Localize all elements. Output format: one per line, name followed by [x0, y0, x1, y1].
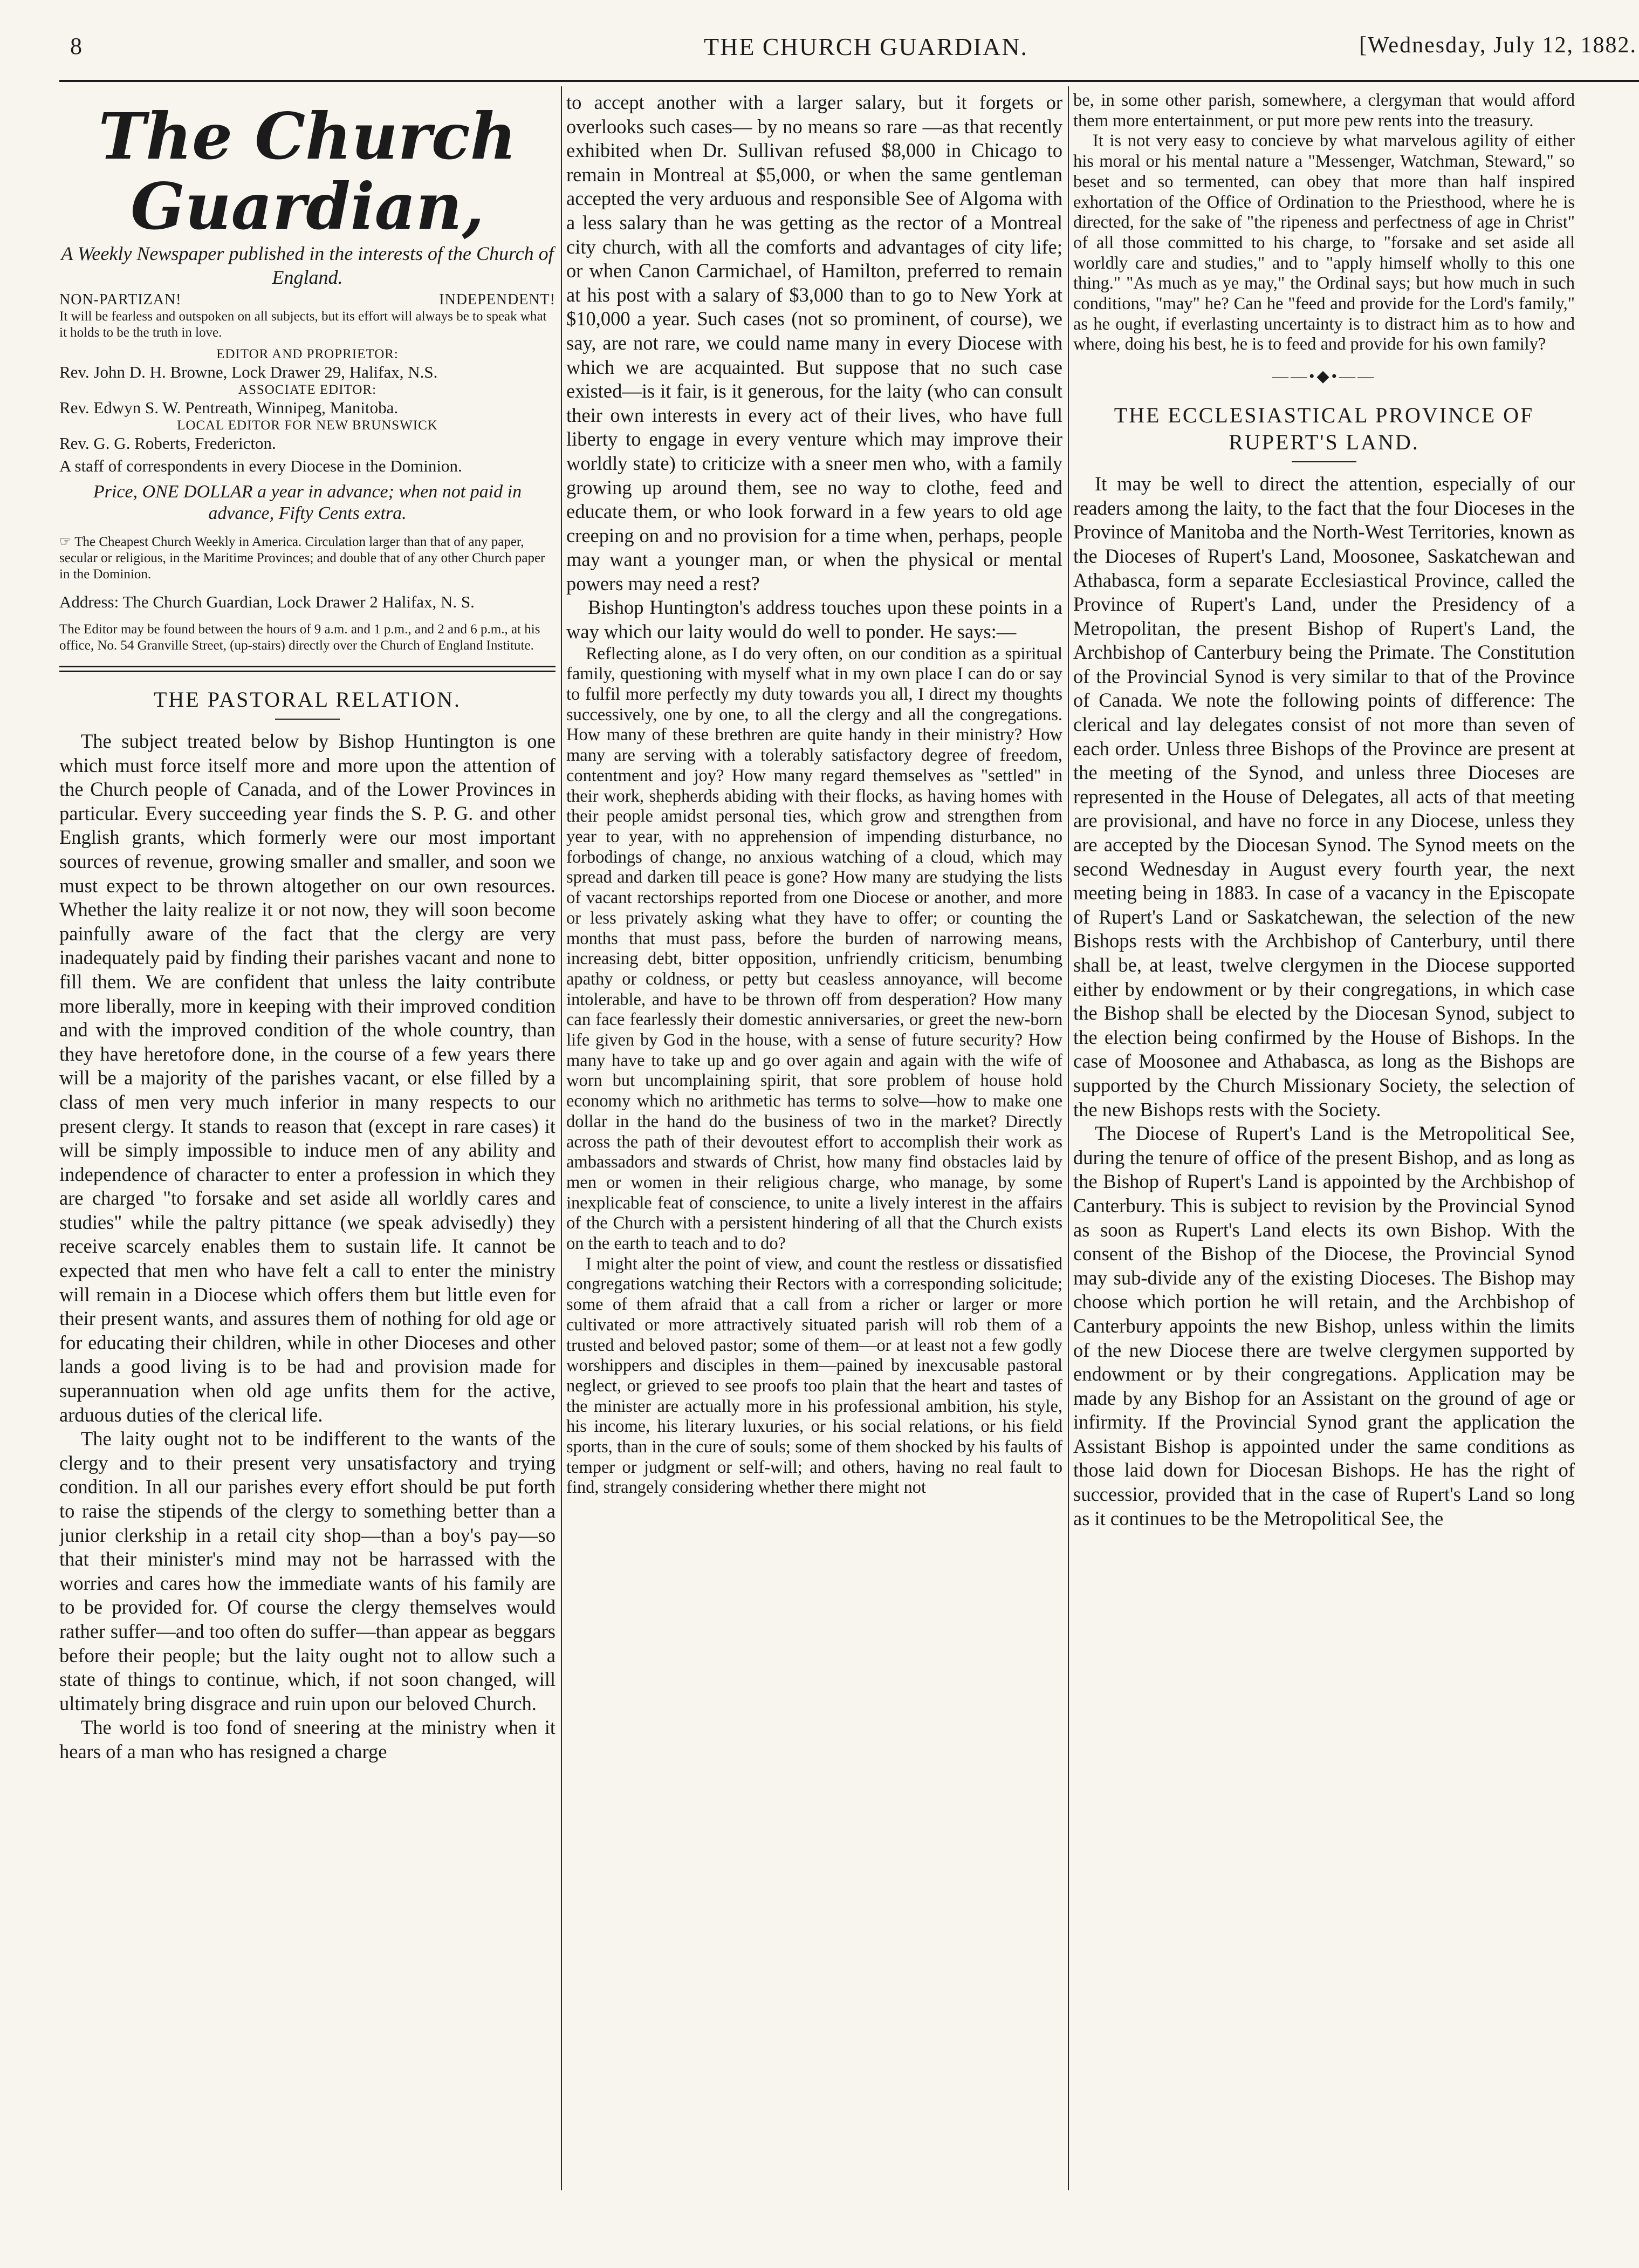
- quote-paragraph: Reflecting alone, as I do very often, on our condition as a spiritual family, questioning with myself what in my own place I can do or say to fulfil more perfectly my duty towards you all, I direct my thoughts successively, one by one, to all the clergy and all the congregations. How many of these brethren are quite handy in their ministry? How many are serving with a tolerably satisfactory degree of freedom, contentment and joy? How many regard themselves as "settled" in their work, shepherds abiding with their flocks, as having homes with their people amidst personal ties, which grow and strengthen from year to year, with no apprehension of impending disturbance, no forbodings of change, no anxious watching of a cloud, which may spread and darken till peace is gone? How many are studying the lists of vacant rectorships reported from one Diocese or another, and more or less privately asking what they have to offer; or counting the months that must pass, before the burden of narrowing means, increasing debt, bitter opposition, unfriendly criticism, benumbing apathy or coldness, or petty but ceasless annoyance, will become intolerable, and have to be thrown off from desperation? How many can face fearlessly their domestic anniversaries, or greet the new-born life given by God in the house, with a sense of future security? How many have to take up and go over again and again with the wife of worn but uncomplaining spirit, that sore problem of house hold economy which no arithmetic has terms to solve—how to make one dollar in the hand do the business of two in the market? Directly across the path of their devoutest effort to accomplish their work as ambassadors and stwards of Christ, how many find obstacles laid by men or women in their religious charge, who manage, by some inexplicable feat of conscience, to unite a lively interest in the affairs of the Church with a persistent hindering of all that the Church exists on the earth to teach and to do?: [566, 644, 1062, 1254]
- address-notice: Address: The Church Guardian, Lock Drawer 2 Halifax, N. S.: [59, 592, 475, 611]
- article-title-pastoral: THE PASTORAL RELATION.: [153, 687, 462, 712]
- paragraph: The subject treated below by Bishop Huntington is one which must force itself more and more upon the attention of the Church people of Canada, and of the Lower Provinces in particular. Every succeeding year finds the S. P. G. and other English grants, which formerly were our most important sources of revenue, growing smaller and smaller, and soon we must expect to be thrown altogether on our own resources. Whether the laity realize it or not now, they will soon become painfully aware of the fact that the clergy are very inadequately paid by finding their parishes vacant and none to fill them. We are confident that unless the laity contribute more liberally, more in keeping with their improved condition and with the improved condition of the whole country, than they have heretofore done, in the course of a few years there will be a majority of the parishes vacant, or else filled by a class of men very much inferior in many respects to our present clergy. It stands to reason that (except in rare cases) it will be simply impossible to induce men of any ability and independence of character to enter a profession in which they are charged "to forsake and set aside all worldly cares and studies" while the paltry pittance (we speak advisedly) they receive scarcely enables them to sustain life. It cannot be expected that men who have felt a call to enter the ministry will remain in a Diocese which offers them but little even for their present wants, and assures them of nothing for old age or for educating their children, while in other Dioceses and other lands a good living is to be had and provision made for superannuation when old age unfits them for the active, arduous duties of the clerical life.: [59, 730, 556, 1426]
- staff-notice: A staff of correspondents in every Diocese in the Dominion.: [59, 456, 462, 475]
- paragraph: It may be well to direct the attention, especially of our readers among the laity, to the fact that the four Dioceses in the Province of Manitoba and the North-West Territories, known as the Dioceses of Rupert's Land, Moosonee, Saskatchewan and Athabasca, form a separate Ecclesiastical Province, called the Province of Rupert's Land, under the Presidency of a Metropolitan, the present Bishop of Rupert's Land, the Archbishop of Canterbury being the Primate. The Constitution of the Provincial Synod is very similar to that of the Province of Canada. We note the following points of difference: The clerical and lay delegates consist of not more than seven of each order. Unless three Bishops of the Province are present at the meeting of the Synod, and unless three Dioceses are represented in the House of Delegates, all acts of that meeting are provisional, and have no force in any Diocese, unless they are accepted by the Diocesan Synod. The Synod meets on the second Wednesday in August every fourth year, the next meeting being in 1883. In case of a vacancy in the Episcopate of Rupert's Land or Saskatchewan, the selection of the new Bishops rests with the Archbishop of Canterbury, until there shall be, at least, twelve clergymen in the Diocese supported either by endowment or by their congregations, in which case the Bishop shall be elected by the Diocesan Synod, subject to the election being confirmed by the House of Bishops. In the case of Moosonee and Athabasca, as long as the Bishops are supported by the Church Missionary Society, the selection of the new Bishops rests with the Society.: [1073, 473, 1575, 1121]
- masthead-title: The Church Guardian,: [98, 99, 517, 244]
- paragraph: Bishop Huntington's address touches upon these points in a way which our laity would do well to ponder. He says:—: [566, 596, 1062, 643]
- header-rule: [59, 80, 1639, 82]
- masthead-tagline: A Weekly Newspaper published in the interests of the Church of England.: [61, 243, 554, 288]
- article-title-rupert-line2: RUPERT'S LAND.: [1229, 430, 1419, 455]
- bishop-quote-continued: [1073, 91, 1575, 355]
- page-number: 8: [70, 33, 83, 59]
- paragraph: to accept another with a larger salary, but it forgets or overlooks such cases— by no means so rare —as that recently exhibited when Dr. Sullivan refused $8,000 in Chicago to remain in Montreal at $5,000, or when the same gentleman accepted the very arduous and responsible See of Algoma with a less salary than he was getting as the rector of a Montreal city church, with all the comforts and advantages of city life; or when Canon Carmichael, of Hamilton, preferred to remain at his post with a salary of $3,000 than to go to New York at $10,000 a year. Such cases (not so prominent, of course), we say, are not rare, we could name many in every Diocese with which we are acquainted. But suppose that no such case existed—is it fair, is it generous, for the laity (who can consult their own interests in every act of their lives, who have full liberty to engage in every venture which may improve their worldly state) to criticize with a sneer men who, with a family growing up around them, see no way to clothe, feed and educate them, or who look forward in a few years to old age creeping on and no provision for a time when, perhaps, people may want a younger man, or when the physical or mental powers may need a rest?: [566, 91, 1062, 595]
- masthead-motto: It will be fearless and outspoken on all subjects, but its effort will always be to speak what it holds to be the truth in love.: [59, 309, 547, 340]
- running-head: [59, 22, 1639, 73]
- article-body-rupert: [1073, 472, 1575, 1531]
- masthead-stance: [59, 291, 556, 309]
- article-title-rupert-line1: THE ECCLESIASTICAL PROVINCE OF: [1114, 403, 1534, 428]
- masthead-rule: [59, 666, 556, 672]
- circulation-notice: ☞ The Cheapest Church Weekly in America. Circulation larger than that of any paper, secular or religious, in the Maritime Provinces; and double that of any other Church paper in the Dominion.: [59, 535, 545, 582]
- price-notice: Price, ONE DOLLAR a year in advance; when not paid in advance, Fifty Cents extra.: [93, 482, 522, 523]
- column-1: [59, 91, 556, 2184]
- column-3: [1073, 91, 1575, 2184]
- article-body-col2: [566, 91, 1062, 644]
- column-rule-2: [1068, 86, 1069, 2190]
- nonpartizan-label: NON-PARTIZAN!: [59, 291, 182, 308]
- paragraph: The laity ought not to be indifferent to the wants of the clergy and to their present very unsatisfactory and trying condition. In all our parishes every effort should be put forth to raise the stipends of the clergy to something better than a junior clerkship in a retail city shop—than a boy's pay—so that their minister's mind may not be harrassed with the worries and cares how the immediate wants of his family are to be provided for. Of course the clergy themselves would rather suffer—and too often do suffer—than appear as beggars before their people; but the laity ought not to allow such a state of things to continue, which, if not soon changed, will ultimately bring disgrace and ruin upon our beloved Church.: [59, 1427, 556, 1714]
- paragraph: The world is too fond of sneering at the ministry when it hears of a man who has resigned a charge: [59, 1716, 556, 1763]
- quote-paragraph: It is not very easy to concieve by what marvelous agility of either his moral or his mental nature a "Messenger, Watchman, Steward," so beset and so termented, can obey that more than half inspired exhortation of the Office of Ordination to the Priesthood, where he is directed, for the sake of "the ripeness and perfectness of age in Christ" of all those committed to his charge, to "forsake and set aside all worldly care and studies," and to "apply himself wholly to this one thing." "As much as ye may," the Ordinal says; but how much in such conditions, "may" he? Can he "feed and provide for the Lord's family," as he ought, if everlasting uncertainty is to distract him as to how and where, doing his best, he is to feed and provide for his own family?: [1073, 131, 1575, 354]
- title-rule: [275, 719, 340, 720]
- independent-label: INDEPENDENT!: [439, 291, 556, 308]
- column-2: [566, 91, 1062, 2184]
- section-ornament: ——•◆•——: [1272, 367, 1376, 386]
- title-rule: [1292, 461, 1356, 462]
- bishop-quote: [566, 644, 1062, 1499]
- assoc-editor-label: ASSOCIATE EDITOR:: [238, 382, 377, 397]
- quote-paragraph: I might alter the point of view, and count the restless or dissatisfied congregations watching their Rectors with a corresponding solicitude; some of them afraid that a call from a richer or larger or more cultivated or more attractively situated parish will rob them of a trusted and beloved pastor; some of them—or at least not a few godly worshippers and disciples in them—pained by inexcusable pastoral neglect, or grieved to see proofs too plain that the heart and tastes of the minister are actually more in his professional ambition, his style, his income, his literary luxuries, or his social relations, or his field sports, than in the cure of souls; some of them shocked by his faults of temper or judgment or self-will; and others, having no real fault to find, strangely considering whether there might not: [566, 1254, 1062, 1498]
- editor-label: EDITOR AND PROPRIETOR:: [216, 347, 399, 361]
- quote-paragraph: be, in some other parish, somewhere, a clergyman that would afford them more entertainment, or put more pew rents into the treasury.: [1073, 91, 1575, 131]
- local-editor-label: LOCAL EDITOR FOR NEW BRUNSWICK: [177, 418, 438, 433]
- paragraph: The Diocese of Rupert's Land is the Metropolitical See, during the tenure of office of the present Bishop, and as long as the Bishop of Rupert's Land is appointed by the Archbishop of Canterbury. This is subject to revision by the Provincial Synod as soon as Rupert's Land elects its own Bishop. With the consent of the Bishop of the Diocese, the Provincial Synod may sub-divide any of the existing Dioceses. The Bishop may choose which portion he will retain, and the Archbishop of Canterbury appoints the new Bishop, unless within the limits of the new Diocese there are twelve clergymen supported by endowment or by their congregations. Application may be made by any Bishop for an Assistant on the ground of age or infirmity. If the Provincial Synod grant the application the Assistant Bishop is appointed under the same conditions as those laid down for Diocesan Bishops. He has the right of successior, provided that in the case of Rupert's Land so long as it continues to be the Metropolitical See, the: [1073, 1122, 1575, 1529]
- column-rule-1: [561, 86, 562, 2190]
- editor-name: Rev. John D. H. Browne, Lock Drawer 29, Halifax, N.S.: [59, 363, 438, 381]
- article-body-col1: [59, 729, 556, 1764]
- local-editor-name: Rev. G. G. Roberts, Fredericton.: [59, 434, 276, 453]
- issue-date: [Wednesday, July 12, 1882.: [1359, 33, 1637, 58]
- office-hours: The Editor may be found between the hours of 9 a.m. and 1 p.m., and 2 and 6 p.m., at his office, No. 54 Granville Street, (up-stairs) directly over the Church of England Institute.: [59, 622, 540, 653]
- paper-name: THE CHURCH GUARDIAN.: [704, 33, 1028, 60]
- assoc-editor-name: Rev. Edwyn S. W. Pentreath, Winnipeg, Manitoba.: [59, 398, 399, 417]
